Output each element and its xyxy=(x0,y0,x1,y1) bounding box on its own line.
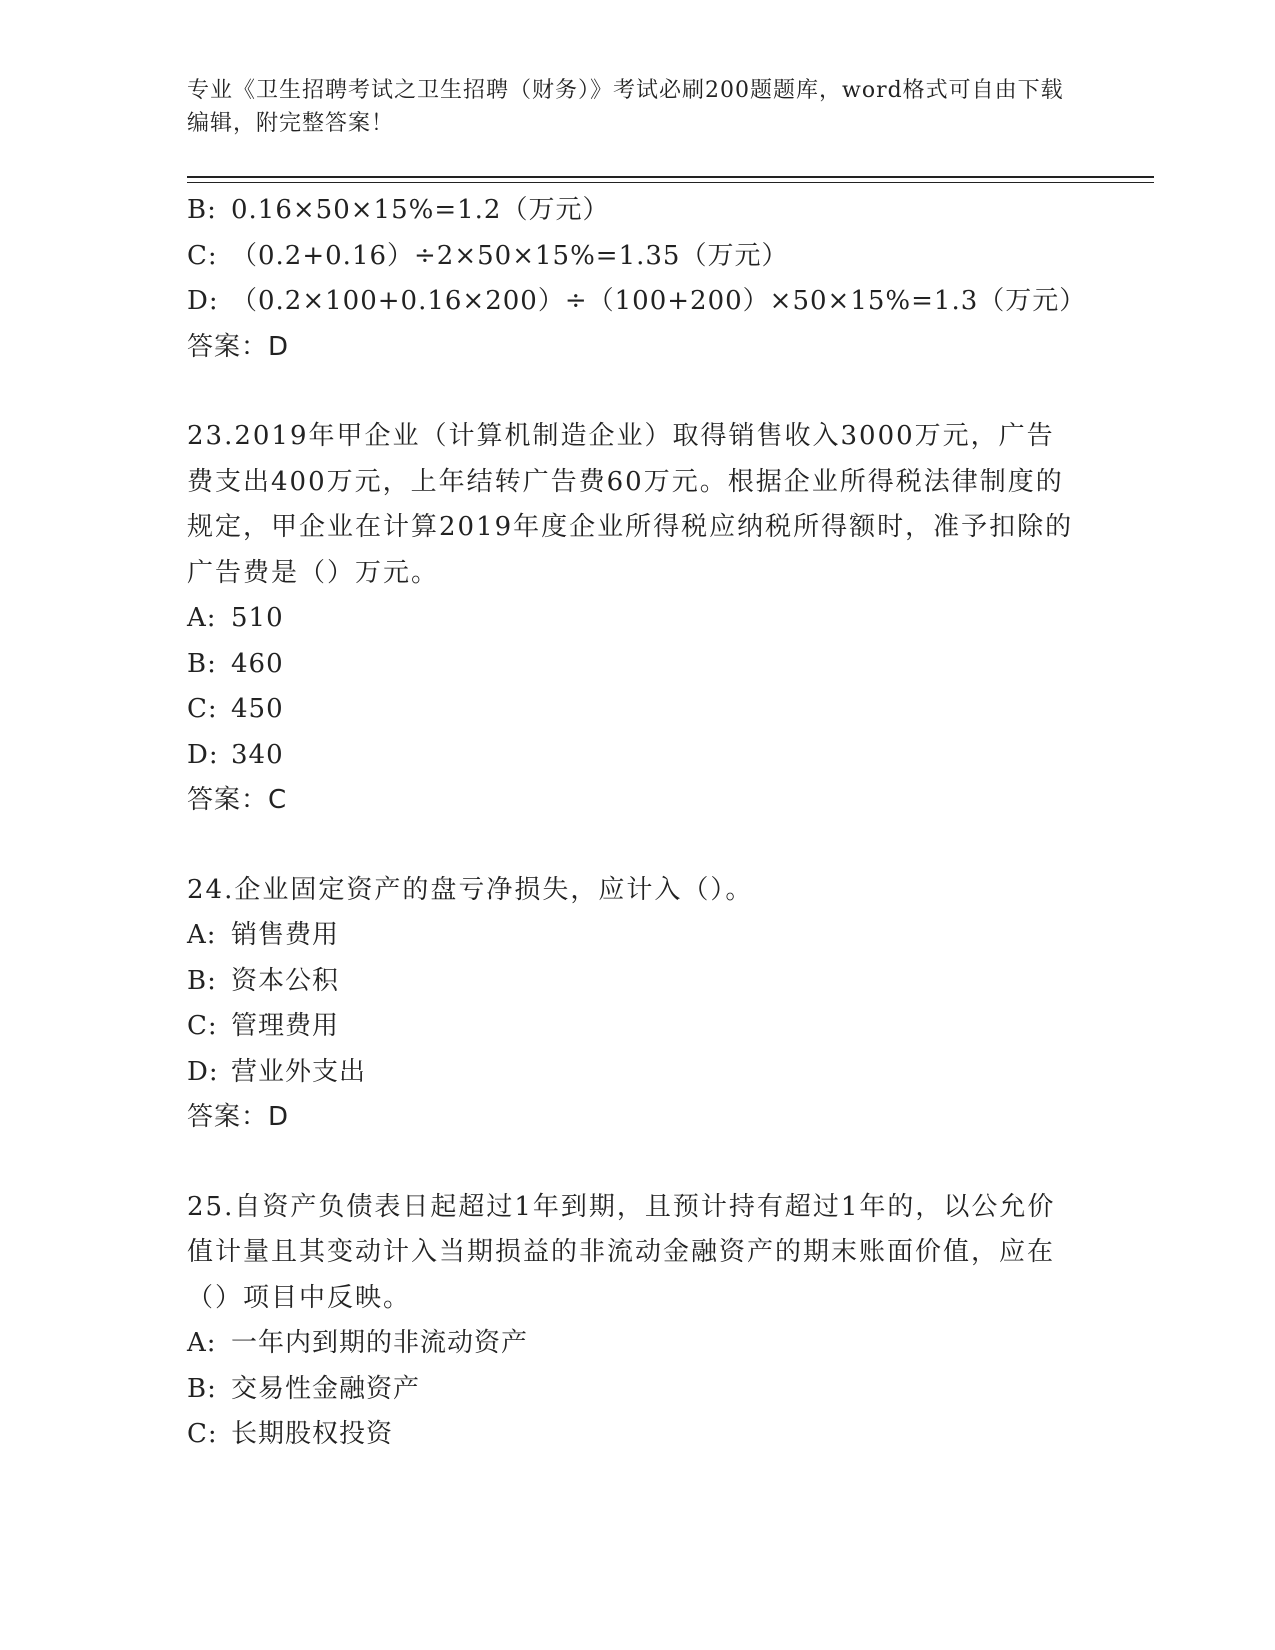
option-a: A: 一年内到期的非流动资产 xyxy=(187,1328,529,1358)
answer: 答案：D xyxy=(187,1102,290,1132)
question-23-stem: 23.2019年甲企业（计算机制造企业）取得销售收入3000万元，广告费支出400万元，上年结转广告费60万元。根据企业所得税法律制度的规定，甲企业在计算2019年度企业所得税应纳税所得额时，准予扣除的广告费是（）万元。 xyxy=(187,421,1074,588)
document-body xyxy=(187,188,1087,1458)
option-d: D: （0.2×100+0.16×200）÷（100+200）×50×15%=1.3（万元） xyxy=(187,286,1087,316)
option-a: A: 510 xyxy=(187,603,284,633)
option-b: B: 交易性金融资产 xyxy=(187,1373,421,1404)
header-divider-thin xyxy=(187,182,1154,183)
option-c: C: 长期股权投资 xyxy=(187,1419,394,1449)
question-25-stem: 25.自资产负债表日起超过1年到期，且预计持有超过1年的，以公允价值计量且其变动计入当期损益的非流动金融资产的期末账面价值，应在（）项目中反映。 xyxy=(187,1191,1056,1313)
option-d: D: 340 xyxy=(187,739,284,770)
page-header: 专业《卫生招聘考试之卫生招聘（财务）》考试必刷200题题库，word格式可自由下载编辑，附完整答案！ xyxy=(187,78,1064,136)
answer: 答案：D xyxy=(187,331,290,362)
header-divider xyxy=(187,176,1154,178)
option-b: B: 资本公积 xyxy=(187,965,340,996)
option-c: C: 管理费用 xyxy=(187,1011,340,1041)
option-b: B: 460 xyxy=(187,648,284,679)
option-c: C: 450 xyxy=(187,694,284,724)
option-b: B: 0.16×50×15%=1.2（万元） xyxy=(187,195,610,225)
option-a: A: 销售费用 xyxy=(187,920,340,950)
answer: 答案：C xyxy=(187,785,288,815)
question-24-stem: 24.企业固定资产的盘亏净损失，应计入（）。 xyxy=(187,874,754,905)
option-c: C: （0.2+0.16）÷2×50×15%=1.35（万元） xyxy=(187,240,789,271)
option-d: D: 营业外支出 xyxy=(187,1056,367,1087)
